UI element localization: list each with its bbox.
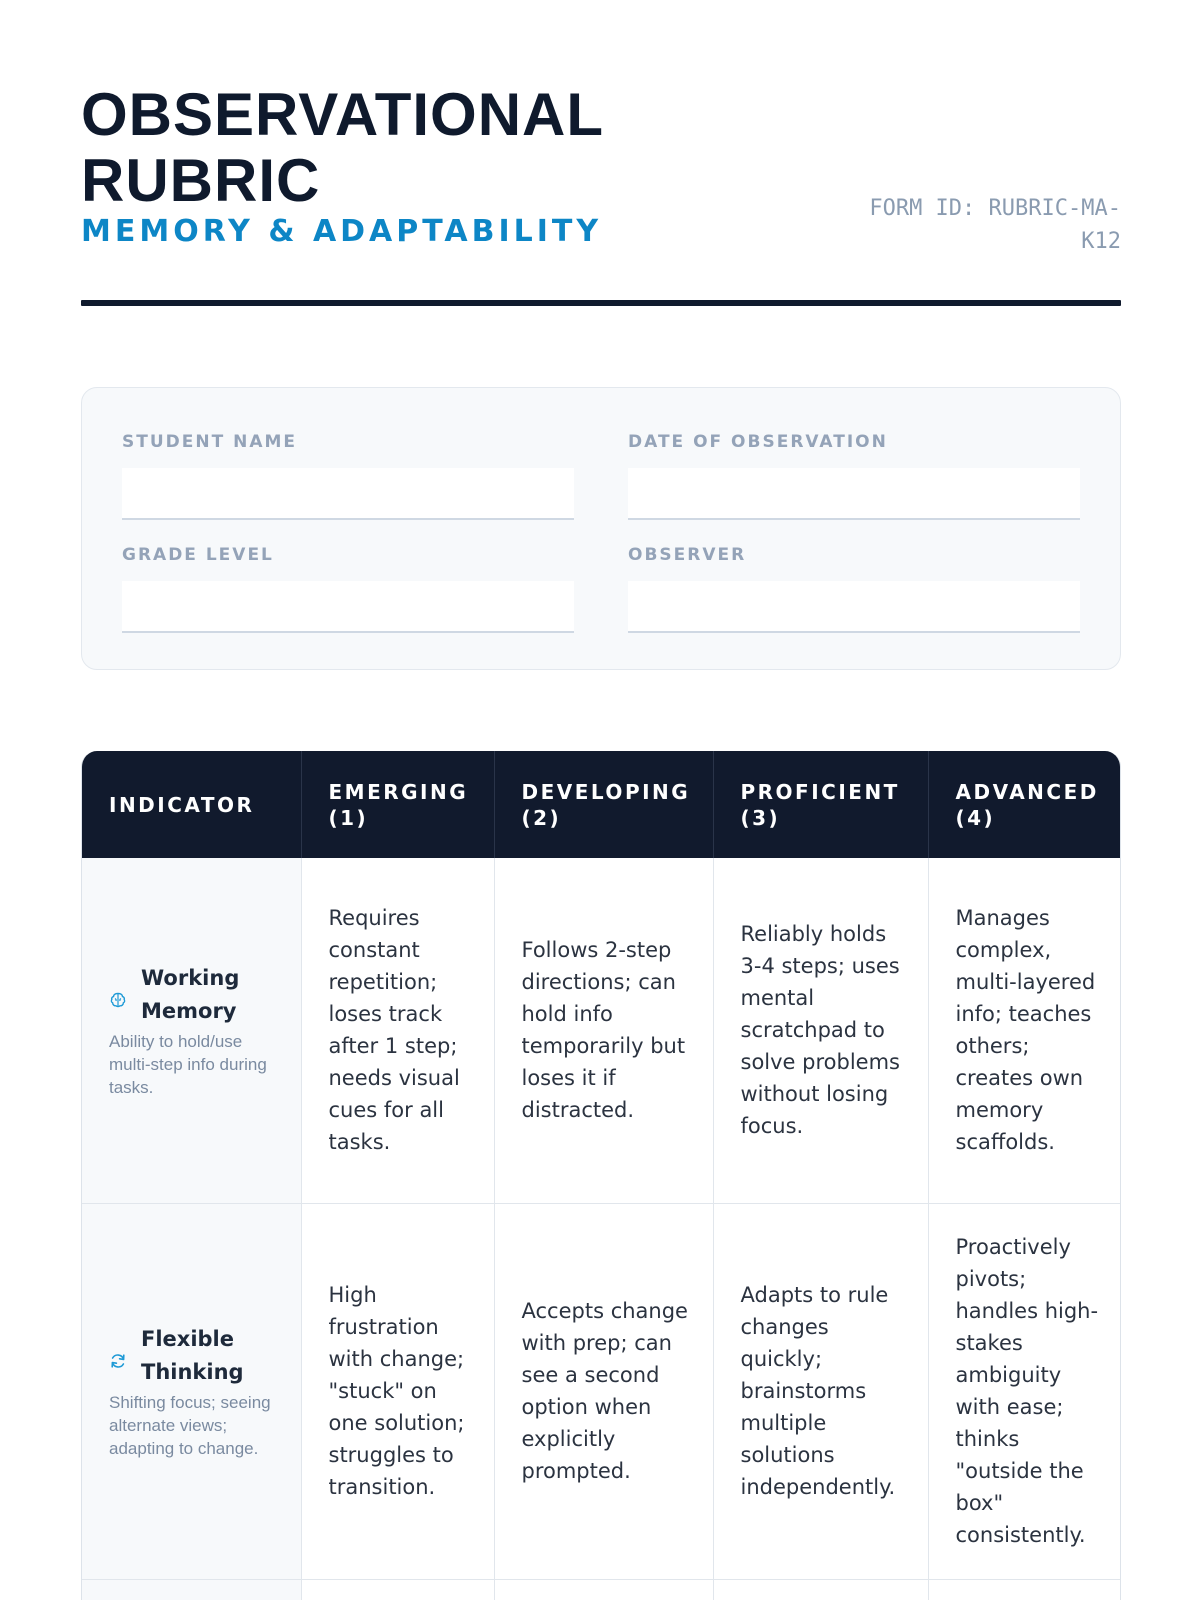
- date-of-observation-label: DATE OF OBSERVATION: [628, 432, 888, 452]
- grade-level-field: [122, 543, 574, 633]
- table-header-row: [82, 751, 1121, 858]
- column-header-indicator: INDICATOR: [82, 751, 301, 858]
- indicator-cell: [82, 1579, 301, 1600]
- grade-level-input[interactable]: [122, 581, 574, 633]
- column-header-advanced: ADVANCED (4): [928, 751, 1121, 858]
- observer-field: [628, 543, 1080, 633]
- proficient-cell: [713, 1579, 928, 1600]
- student-name-label: STUDENT NAME: [122, 432, 298, 452]
- advanced-cell: Proactively pivots; handles high-stakes ambiguity with ease; thinks "outside the box" consistently.: [928, 1203, 1121, 1579]
- advanced-cell: Manages complex, multi-layered info; teaches others; creates own memory scaffolds.: [928, 858, 1121, 1203]
- observer-label: OBSERVER: [628, 545, 747, 565]
- developing-cell: [494, 1579, 713, 1600]
- brain-icon: [109, 986, 127, 1004]
- table-row: [82, 1203, 1121, 1579]
- rubric-table-container: [81, 751, 1121, 1600]
- indicator-cell: [82, 1203, 301, 1579]
- form-id: FORM ID: RUBRIC-MA-K12: [869, 196, 1121, 254]
- indicator-cell: [82, 858, 301, 1203]
- column-header-developing: DEVELOPING (2): [494, 751, 713, 858]
- page-title: OBSERVATIONAL RUBRIC: [81, 81, 603, 214]
- indicator-name: Working Memory: [141, 965, 240, 1023]
- emerging-cell: Requires constant repetition; loses track after 1 step; needs visual cues for all tasks.: [301, 858, 494, 1203]
- observer-input[interactable]: [628, 581, 1080, 633]
- indicator-description: Ability to hold/use multi-step info during tasks.: [109, 1031, 267, 1097]
- advanced-cell: [928, 1579, 1121, 1600]
- page-subtitle: MEMORY & ADAPTABILITY: [81, 214, 603, 249]
- date-of-observation-input[interactable]: [628, 468, 1080, 520]
- student-name-field: [122, 430, 574, 520]
- proficient-cell: Adapts to rule changes quickly; brainstorms multiple solutions independently.: [713, 1203, 928, 1579]
- header-divider: [81, 300, 1121, 306]
- indicator-name: Flexible Thinking: [141, 1326, 244, 1384]
- page-header: [81, 82, 1121, 302]
- developing-cell: Follows 2-step directions; can hold info temporarily but loses it if distracted.: [494, 858, 713, 1203]
- student-name-input[interactable]: [122, 468, 574, 520]
- date-of-observation-field: [628, 430, 1080, 520]
- emerging-cell: High frustration with change; "stuck" on one solution; struggles to transition.: [301, 1203, 494, 1579]
- column-header-proficient: PROFICIENT (3): [713, 751, 928, 858]
- table-row: [82, 1579, 1121, 1600]
- emerging-cell: [301, 1579, 494, 1600]
- table-row: [82, 858, 1121, 1203]
- developing-cell: Accepts change with prep; can see a second option when explicitly prompted.: [494, 1203, 713, 1579]
- column-header-emerging: EMERGING (1): [301, 751, 494, 858]
- refresh-icon: [109, 1347, 127, 1365]
- proficient-cell: Reliably holds 3-4 steps; uses mental scratchpad to solve problems without losing focus.: [713, 858, 928, 1203]
- student-info-panel: [81, 387, 1121, 670]
- indicator-description: Shifting focus; seeing alternate views; adapting to change.: [109, 1392, 271, 1458]
- grade-level-label: GRADE LEVEL: [122, 545, 274, 565]
- rubric-table: [82, 751, 1121, 1600]
